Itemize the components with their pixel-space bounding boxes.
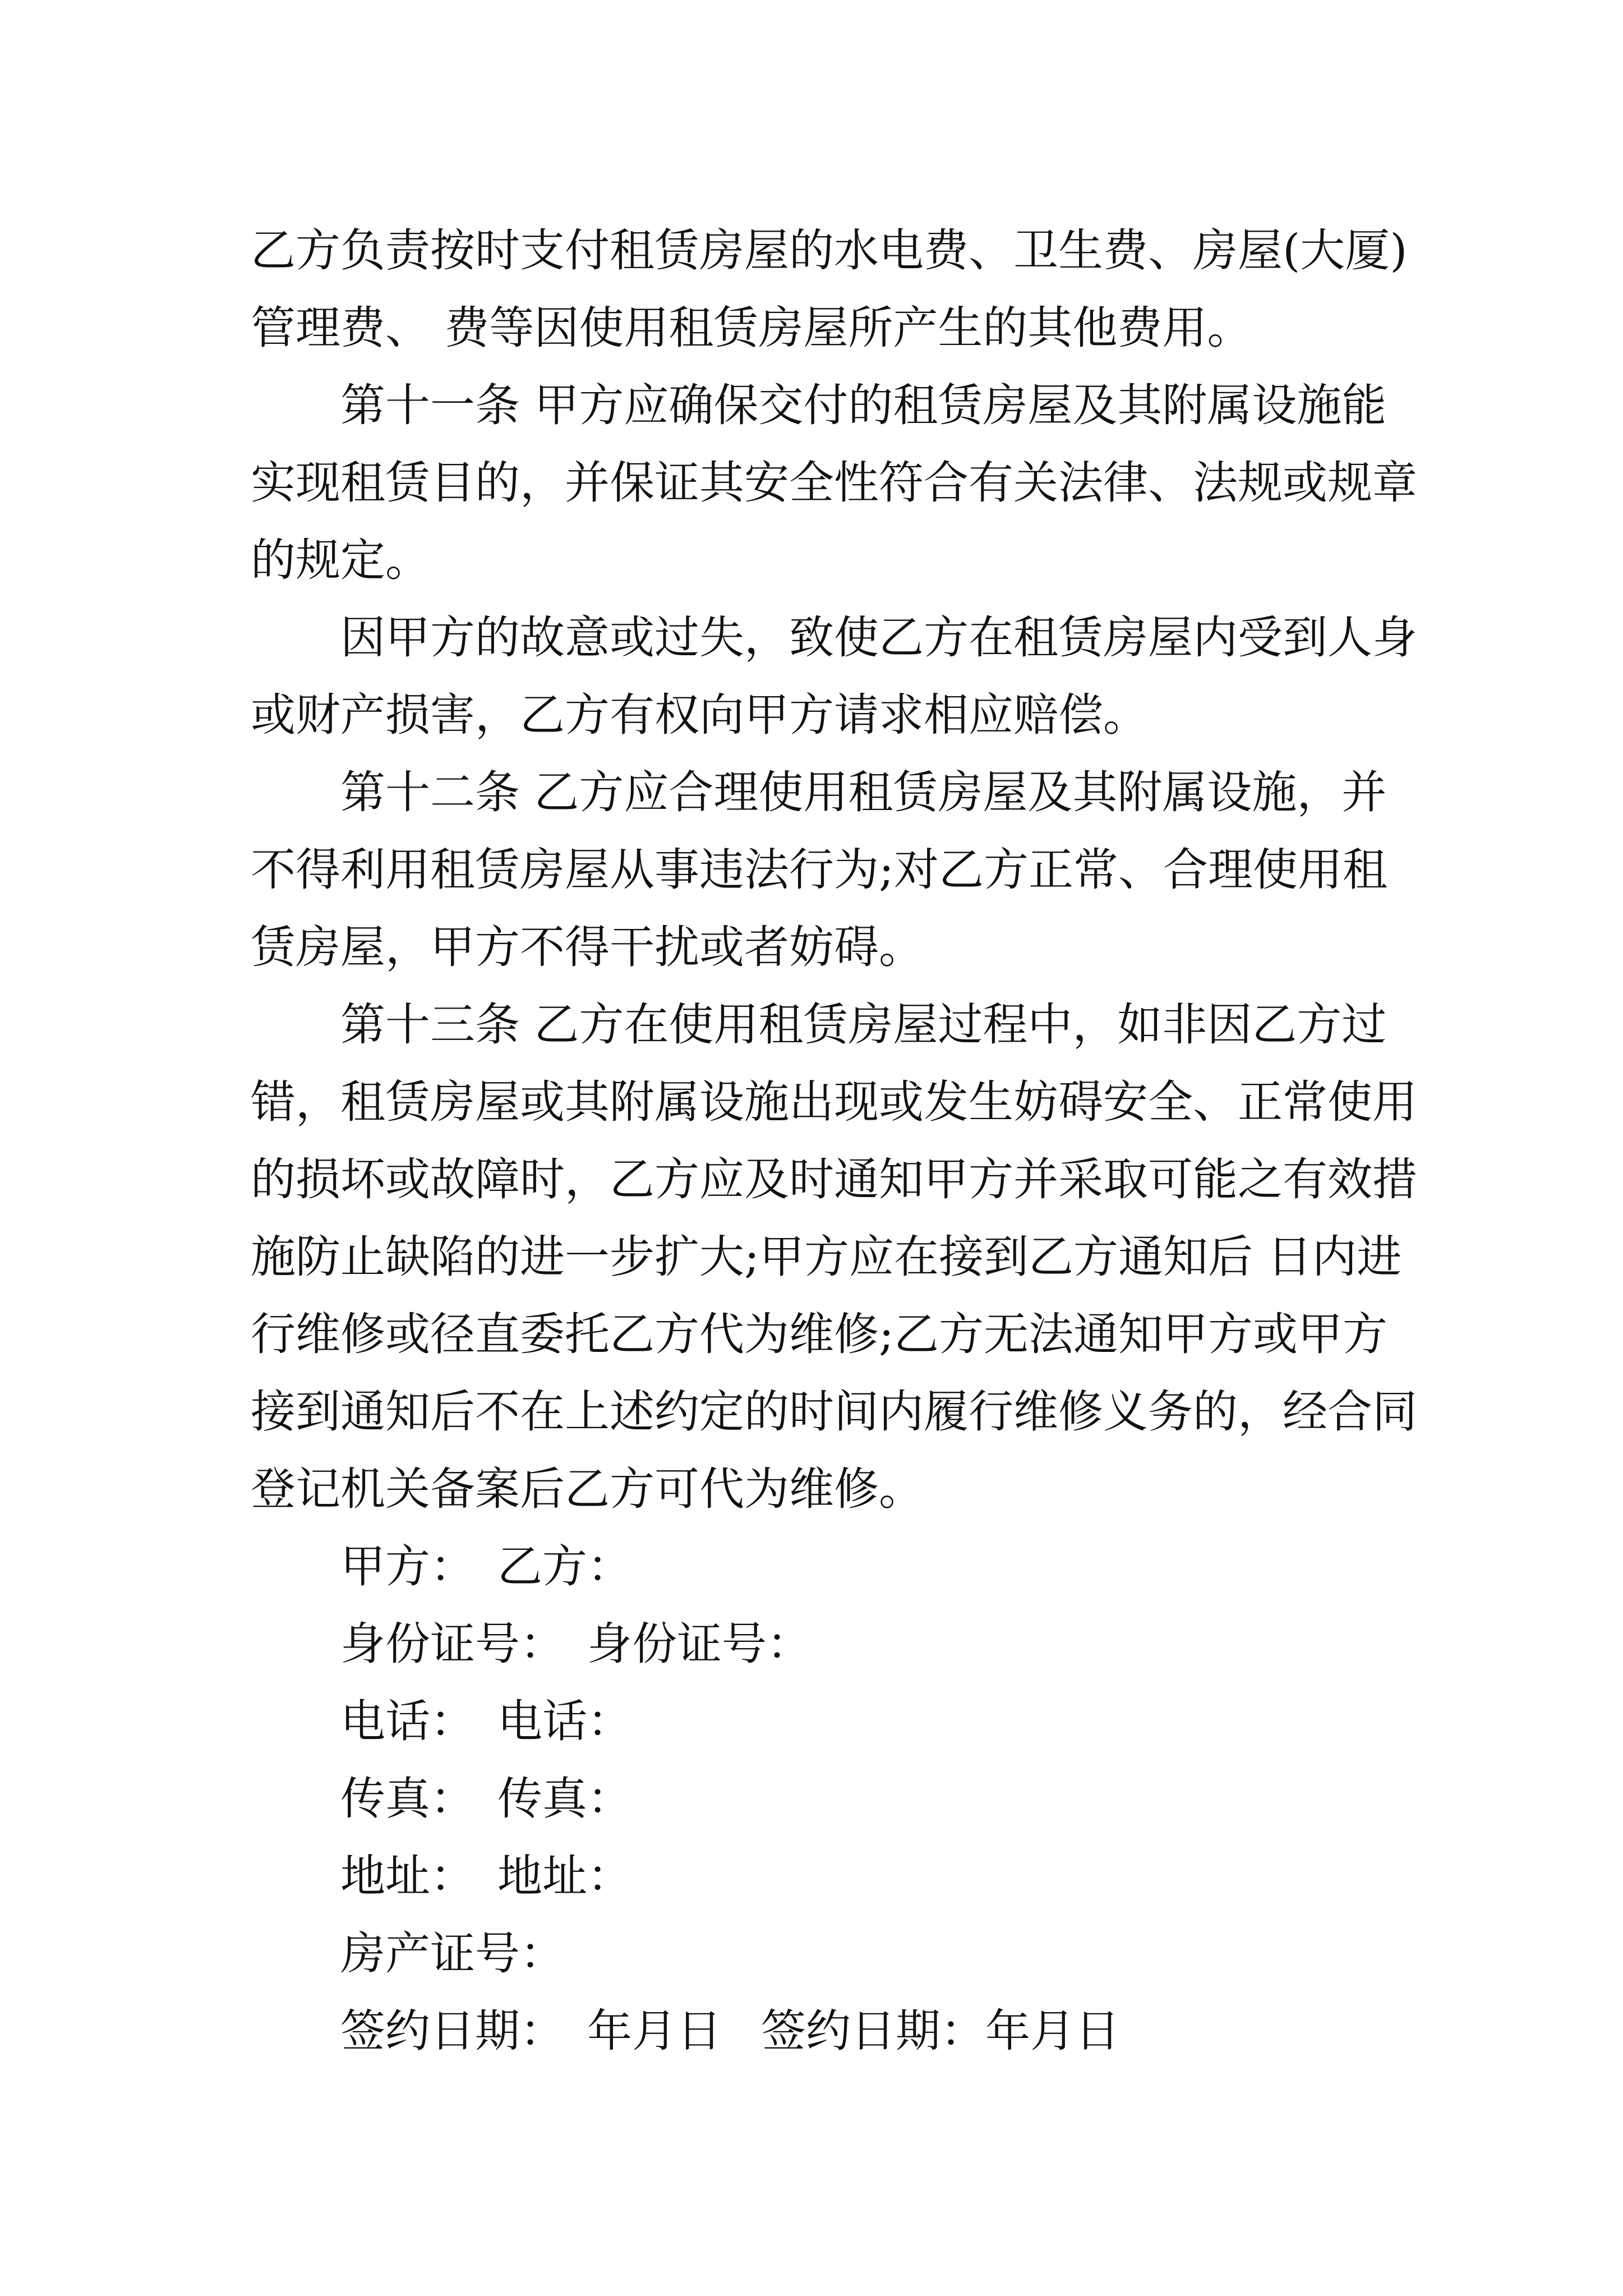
- signature-row-address: [251, 1838, 1378, 1915]
- text-line: 的损坏或故障时，乙方应及时通知甲方并采取可能之有效措: [251, 1153, 1417, 1205]
- signature-block: [251, 1528, 1378, 2070]
- paragraph-article-11: [251, 367, 1417, 599]
- sign-date-b-value: 年月日: [985, 2005, 1120, 2057]
- text-line: 因甲方的故意或过失，致使乙方在租赁房屋内受到人身: [340, 611, 1417, 664]
- text-line: 第十二条 乙方应合理使用租赁房屋及其附属设施，并: [340, 766, 1387, 818]
- party-a-label: 甲方：: [340, 1540, 475, 1593]
- phone-a-label: 电话：: [340, 1695, 475, 1747]
- sign-date-a-label: 签约日期：: [340, 2005, 565, 2057]
- text-line: 赁房屋，甲方不得干扰或者妨碍。: [251, 921, 924, 973]
- text-line: 乙方负责按时支付租赁房屋的水电费、卫生费、房屋(大厦): [251, 224, 1408, 277]
- text-line: 不得利用租赁房屋从事违法行为;对乙方正常、合理使用租: [251, 844, 1387, 896]
- address-a-label: 地址：: [340, 1850, 475, 1902]
- party-b-label: 乙方：: [497, 1540, 632, 1593]
- paragraph-compensation: [251, 599, 1417, 754]
- fax-b-label: 传真：: [497, 1773, 632, 1825]
- text-line: 施防止缺陷的进一步扩大;甲方应在接到乙方通知后 日内进: [251, 1231, 1402, 1283]
- paragraph-fees: [251, 212, 1408, 367]
- text-line: 行维修或径直委托乙方代为维修;乙方无法通知甲方或甲方: [251, 1308, 1387, 1360]
- text-line: 第十一条 甲方应确保交付的租赁房屋及其附属设施能: [340, 379, 1387, 431]
- text-line: 实现租赁目的，并保证其安全性符合有关法律、法规或规章: [251, 457, 1417, 509]
- fax-a-label: 传真：: [340, 1773, 475, 1825]
- text-line: 接到通知后不在上述约定的时间内履行维修义务的，经合同: [251, 1386, 1417, 1438]
- paragraph-article-12: [251, 754, 1387, 986]
- address-b-label: 地址：: [497, 1850, 632, 1902]
- text-line: 的规定。: [251, 534, 430, 586]
- text-line: 登记机关备案后乙方可代为维修。: [251, 1463, 924, 1515]
- property-cert-label: 房产证号：: [340, 1927, 565, 1980]
- text-line: 错，租赁房屋或其附属设施出现或发生妨碍安全、正常使用: [251, 1076, 1417, 1128]
- signature-row-date: [251, 1993, 1378, 2070]
- signature-row-party: [251, 1528, 1378, 1605]
- text-line: 第十三条 乙方在使用租赁房屋过程中，如非因乙方过: [340, 999, 1387, 1051]
- phone-b-label: 电话：: [497, 1695, 632, 1747]
- sign-date-b-label: 签约日期：: [761, 2005, 985, 2057]
- signature-row-id: [251, 1605, 1378, 1683]
- signature-row-property: [251, 1915, 1378, 1993]
- signature-row-fax: [251, 1760, 1378, 1838]
- sign-date-a-value: 年月日: [587, 2005, 722, 2057]
- id-b-label: 身份证号：: [587, 1618, 811, 1670]
- id-a-label: 身份证号：: [340, 1618, 565, 1670]
- document-page: [251, 212, 1417, 2070]
- paragraph-article-13: [251, 986, 1417, 1528]
- signature-row-phone: [251, 1683, 1378, 1760]
- text-line: 或财产损害，乙方有权向甲方请求相应赔偿。: [251, 689, 1148, 741]
- text-line: 管理费、 费等因使用租赁房屋所产生的其他费用。: [251, 302, 1252, 354]
